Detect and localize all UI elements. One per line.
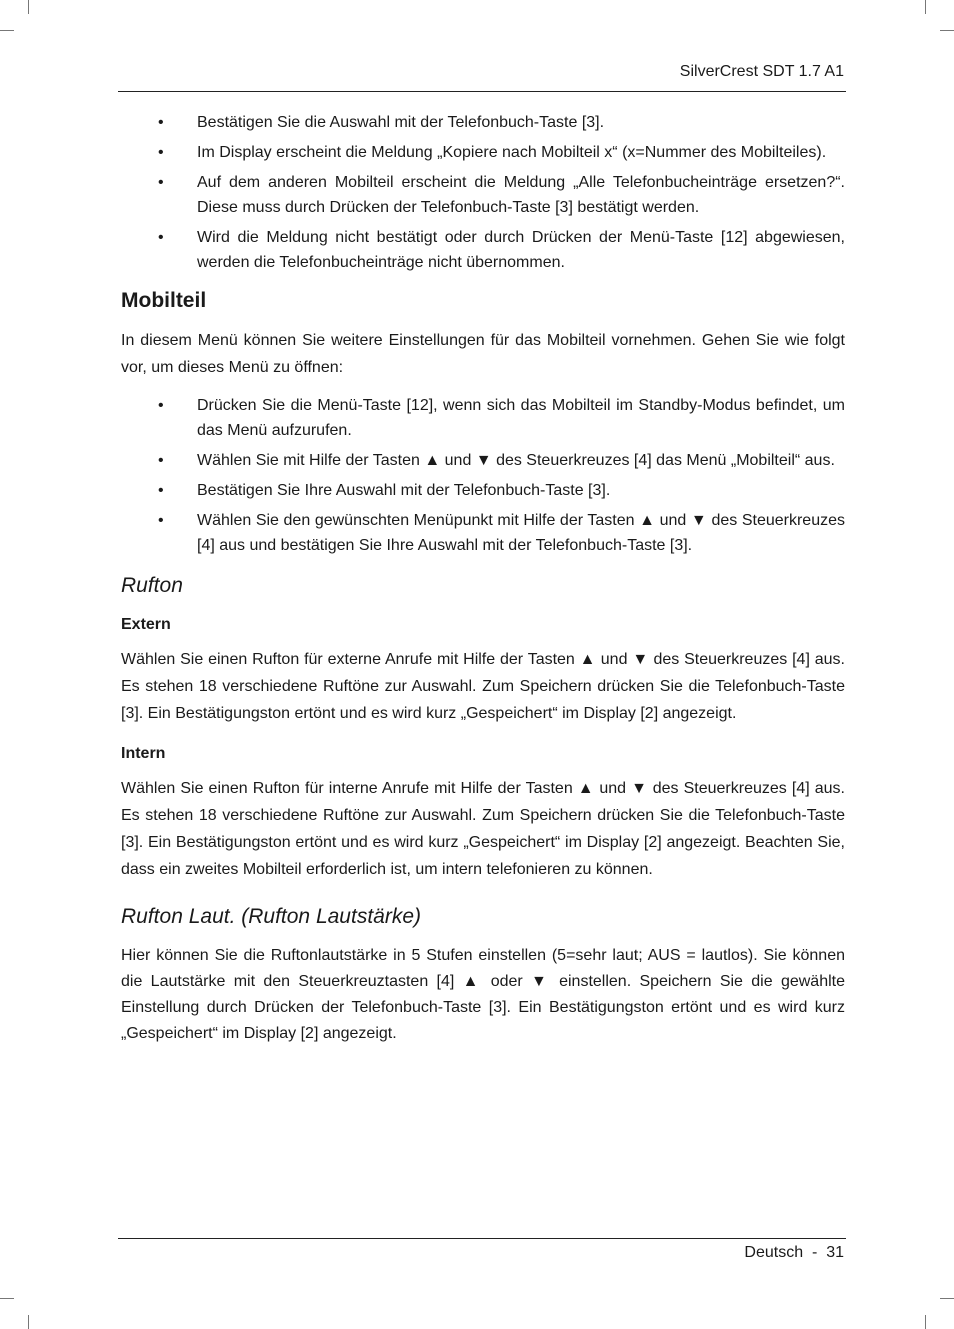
mobilteil-bullet-list bbox=[121, 393, 845, 558]
sub-heading-intern: Intern bbox=[121, 745, 166, 762]
list-item: • Im Display erscheint die Meldung „Kopiere nach Mobilteil x“ (x=Nummer des Mobilteiles). bbox=[121, 140, 845, 165]
list-item: • Wählen Sie mit Hilfe der Tasten ▲ und ▼ des Steuerkreuzes [4] das Menü „Mobilteil“ aus. bbox=[121, 448, 845, 473]
bullet-icon: • bbox=[158, 397, 164, 414]
crop-mark bbox=[925, 1315, 926, 1329]
section-heading-mobilteil: Mobilteil bbox=[121, 289, 207, 312]
subsection-heading-rufton: Rufton bbox=[121, 574, 183, 597]
bullet-icon: • bbox=[158, 482, 164, 499]
footer-rule bbox=[118, 1238, 846, 1239]
bullet-icon: • bbox=[158, 144, 164, 161]
bullet-icon: • bbox=[158, 174, 164, 191]
extern-paragraph: Wählen Sie einen Rufton für externe Anrufe mit Hilfe der Tasten ▲ und ▼ des Steuerkreuzes [4] aus. Es stehen 18 verschiedene Ruftöne zur Auswahl. Zum Speichern drücken Sie die Telefonbuch-Taste [3]. Ein Bestätigungston ertönt und es wird kurz „Gespeichert“ im Display [2] angezeigt. bbox=[121, 651, 845, 722]
list-item: • Drücken Sie die Menü-Taste [12], wenn sich das Mobilteil im Standby-Modus befindet, um das Menü aufzurufen. bbox=[121, 393, 845, 443]
crop-mark bbox=[0, 30, 14, 31]
page-header: SilverCrest SDT 1.7 A1 bbox=[679, 63, 844, 80]
crop-mark bbox=[940, 1298, 954, 1299]
list-item: • Bestätigen Sie Ihre Auswahl mit der Telefonbuch-Taste [3]. bbox=[121, 478, 845, 503]
list-item: • Wird die Meldung nicht bestätigt oder durch Drücken der Menü-Taste [12] abgewiesen, werden die Telefonbucheinträge nicht übernommen. bbox=[121, 225, 845, 275]
crop-mark bbox=[940, 30, 954, 31]
intern-paragraph: Wählen Sie einen Rufton für interne Anrufe mit Hilfe der Tasten ▲ und ▼ des Steuerkreuzes [4] aus. Es stehen 18 verschiedene Ruftöne zur Auswahl. Zum Speichern drücken Sie die Telefonbuch-Taste [3]. Ein Bestätigungston ertönt und es wird kurz „Gespeichert“ im Display [2] angezeigt. Beachten Sie, dass ein zweites Mobilteil erforderlich ist, um intern telefonieren zu können. bbox=[121, 780, 845, 878]
header-rule bbox=[118, 91, 846, 92]
bullet-icon: • bbox=[158, 452, 164, 469]
list-item: • Auf dem anderen Mobilteil erscheint die Meldung „Alle Telefonbucheinträge ersetzen?“. Diese muss durch Drücken der Telefonbuch-Taste [3] bestätigt werden. bbox=[121, 170, 845, 220]
mobilteil-intro: In diesem Menü können Sie weitere Einstellungen für das Mobilteil vornehmen. Gehen Sie wie folgt vor, um dieses Menü zu öffnen: bbox=[121, 332, 845, 376]
bullet-icon: • bbox=[158, 512, 164, 529]
intro-bullet-list bbox=[121, 110, 845, 275]
crop-mark bbox=[28, 0, 29, 14]
sub-heading-extern: Extern bbox=[121, 616, 171, 633]
page-content bbox=[121, 110, 845, 1047]
crop-mark bbox=[925, 0, 926, 14]
list-item: • Wählen Sie den gewünschten Menüpunkt mit Hilfe der Tasten ▲ und ▼ des Steuerkreuzes [4] aus und bestätigen Sie Ihre Auswahl mit der Telefonbuch-Taste [3]. bbox=[121, 508, 845, 558]
list-item: • Bestätigen Sie die Auswahl mit der Telefonbuch-Taste [3]. bbox=[121, 110, 845, 135]
bullet-icon: • bbox=[158, 114, 164, 131]
rufton-laut-paragraph: Hier können Sie die Ruftonlautstärke in 5 Stufen einstellen (5=sehr laut; AUS = lautlos). Sie können die Lautstärke mit den Steuerkreuztasten [4] ▲ oder ▼ einstellen. Speichern Sie die gewählte Einstellung durch Drücken der Telefonbuch-Taste [3]. Ein Bestätigungston ertönt und es wird kurz „Gespeichert“ im Display [2] angezeigt. bbox=[121, 947, 845, 1042]
bullet-icon: • bbox=[158, 229, 164, 246]
subsection-heading-rufton-laut: Rufton Laut. (Rufton Lautstärke) bbox=[121, 905, 421, 928]
crop-mark bbox=[0, 1298, 14, 1299]
page-footer: Deutsch - 31 bbox=[744, 1244, 844, 1261]
crop-mark bbox=[28, 1315, 29, 1329]
